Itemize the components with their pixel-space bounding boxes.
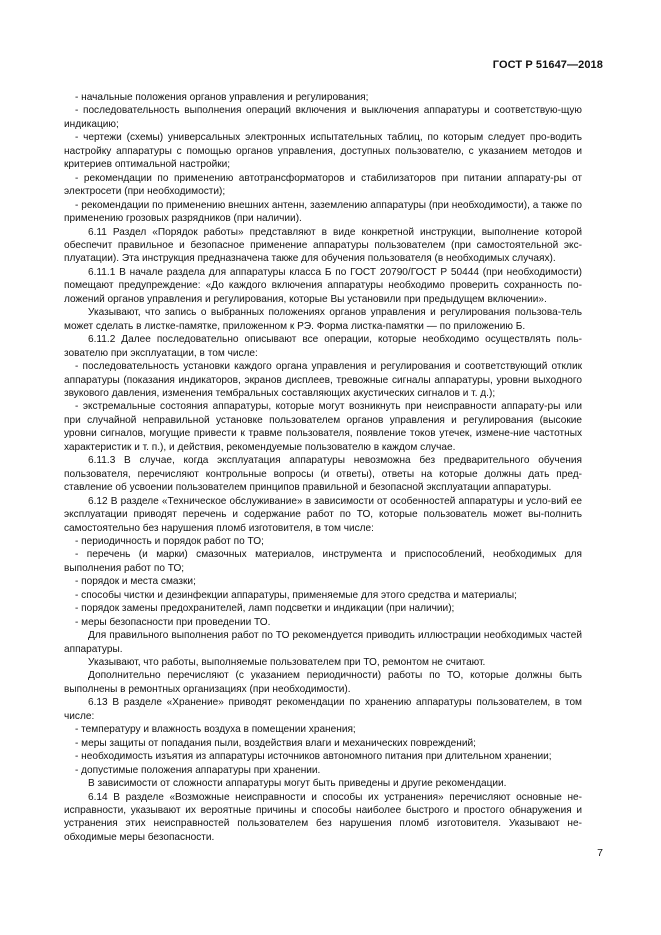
paragraph: Дополнительно перечисляют (с указанием периодичности) работы по ТО, которые должны быть выполнены в ремонтных организациях (при необходимости). bbox=[64, 670, 582, 695]
paragraph: 6.13 В разделе «Хранение» приводят рекомендации по хранению аппаратуры пользователем, в том числе: bbox=[64, 697, 582, 722]
paragraph: 6.11.2 Далее последовательно описывают все операции, которые необходимо осуществлять поль-зователю при эксплуатации, в том числе: bbox=[64, 334, 582, 359]
list-item: - рекомендации по применению внешних антенн, заземлению аппаратуры (при необходимости), а также по применению грозовых разрядников (при наличии). bbox=[64, 199, 582, 225]
list-item: - экстремальные состояния аппаратуры, которые могут возникнуть при неисправности аппарату-ры или при случайной неправильной установке пользователем органов управления и регулирования (высокие уровни сигналов, могущие привести к травме пользователя, появление токов утечек, измене-ние частотных характеристик и т. п.), и действия, рекомендуемые пользователю в каждом случае. bbox=[64, 401, 582, 453]
document-body bbox=[64, 91, 582, 844]
paragraph: В зависимости от сложности аппаратуры могут быть приведены и другие рекомендации. bbox=[88, 778, 507, 790]
list-item: - необходимость изъятия из аппаратуры источников автономного питания при длительном хранении; bbox=[75, 751, 552, 763]
list-item: - чертежи (схемы) универсальных электронных испытательных таблиц, по которым следует про-водить настройку аппаратуры с помощью органов управления, доступных пользователю, с указанием методов и критериев оптимальной настройки; bbox=[64, 132, 582, 171]
paragraph: Указывают, что работы, выполняемые пользователем при ТО, ремонтом не считают. bbox=[88, 657, 486, 669]
list-item: - порядок и места смазки; bbox=[75, 576, 196, 588]
list-item: - последовательность установки каждого органа управления и регулирования и соответствующий отклик аппаратуры (показания индикаторов, экранов дисплеев, тревожные сигналы аппаратуры, уровни выходного звукового давления, изменения тембральных составляющих акустических сигналов и т. д.); bbox=[64, 361, 582, 399]
paragraph: 6.14 В разделе «Возможные неисправности и способы их устранения» перечисляют основные не-исправности, указывают их вероятные причины и способы наиболее быстрого и простого обнаружения и устранения этих неисправностей пользователем без нарушения пломб изготовителя. Указывают не-обходимые меры безопасности. bbox=[64, 791, 582, 843]
paragraph: 6.12 В разделе «Техническое обслуживание» в зависимости от особенностей аппаратуры и усло-вий ее эксплуатации приводят перечень и содержание работ по ТО, которые пользователь может вы-полнить самостоятельно без нарушения пломб изготовителя, в том числе: bbox=[64, 495, 582, 534]
list-item: - меры безопасности при проведении ТО. bbox=[75, 616, 271, 628]
list-item: - перечень (и марки) смазочных материалов, инструмента и приспособлений, необходимых для выполнения работ по ТО; bbox=[64, 549, 582, 574]
list-item: - температуру и влажность воздуха в помещении хранения; bbox=[75, 724, 356, 736]
paragraph: 6.11 Раздел «Порядок работы» представляют в виде конкретной инструкции, выполнение которой обеспечит правильное и безопасное применение аппаратуры пользователем (при самостоятельной экс-плуатации). Эта инструкция предназначена также для обучения пользователя (в необходимых случаях). bbox=[64, 226, 582, 265]
list-item: - порядок замены предохранителей, ламп подсветки и индикации (при наличии); bbox=[75, 603, 455, 615]
paragraph: Указывают, что запись о выбранных положениях органов управления и регулирования пользова-тель может сделать в листке-памятке, приложенном к РЭ. Форма листка-памятки — по приложению Б. bbox=[64, 307, 582, 332]
paragraph: Для правильного выполнения работ по ТО рекомендуется приводить иллюстрации необходимых частей аппаратуры. bbox=[64, 630, 582, 655]
list-item: - способы чистки и дезинфекции аппаратуры, применяемые для этого средства и материалы; bbox=[75, 589, 517, 601]
document-header: ГОСТ Р 51647—2018 bbox=[492, 59, 603, 71]
page-number: 7 bbox=[597, 847, 603, 859]
paragraph: 6.11.1 В начале раздела для аппаратуры класса Б по ГОСТ 20790/ГОСТ Р 50444 (при необходимости) помещают предупреждение: «До каждого включения аппаратуры необходимо проверить сохранность по-ложений органов управления и регулирования, которые Вы установили при предыдущем включении». bbox=[64, 266, 582, 305]
list-item: - последовательность выполнения операций включения и выключения аппаратуры и соответствую-щую индикацию; bbox=[64, 105, 582, 130]
paragraph: 6.11.3 В случае, когда эксплуатация аппаратуры невозможна без предварительного обучения пользователя, перечисляют контрольные вопросы (и ответы), ответы на которые должны дать пред-ставление об усвоении пользователем принципов правильной и безопасной эксплуатации аппаратуры. bbox=[64, 455, 582, 494]
list-item: - периодичность и порядок работ по ТО; bbox=[75, 535, 264, 547]
list-item: - допустимые положения аппаратуры при хранении. bbox=[75, 764, 321, 776]
list-item: - меры защиты от попадания пыли, воздействия влаги и механических повреждений; bbox=[75, 737, 476, 749]
list-item: - рекомендации по применению автотрансформаторов и стабилизаторов при питании аппарату-ры от электросети (при необходимости); bbox=[64, 172, 582, 198]
list-item: - начальные положения органов управления и регулирования; bbox=[75, 92, 369, 103]
